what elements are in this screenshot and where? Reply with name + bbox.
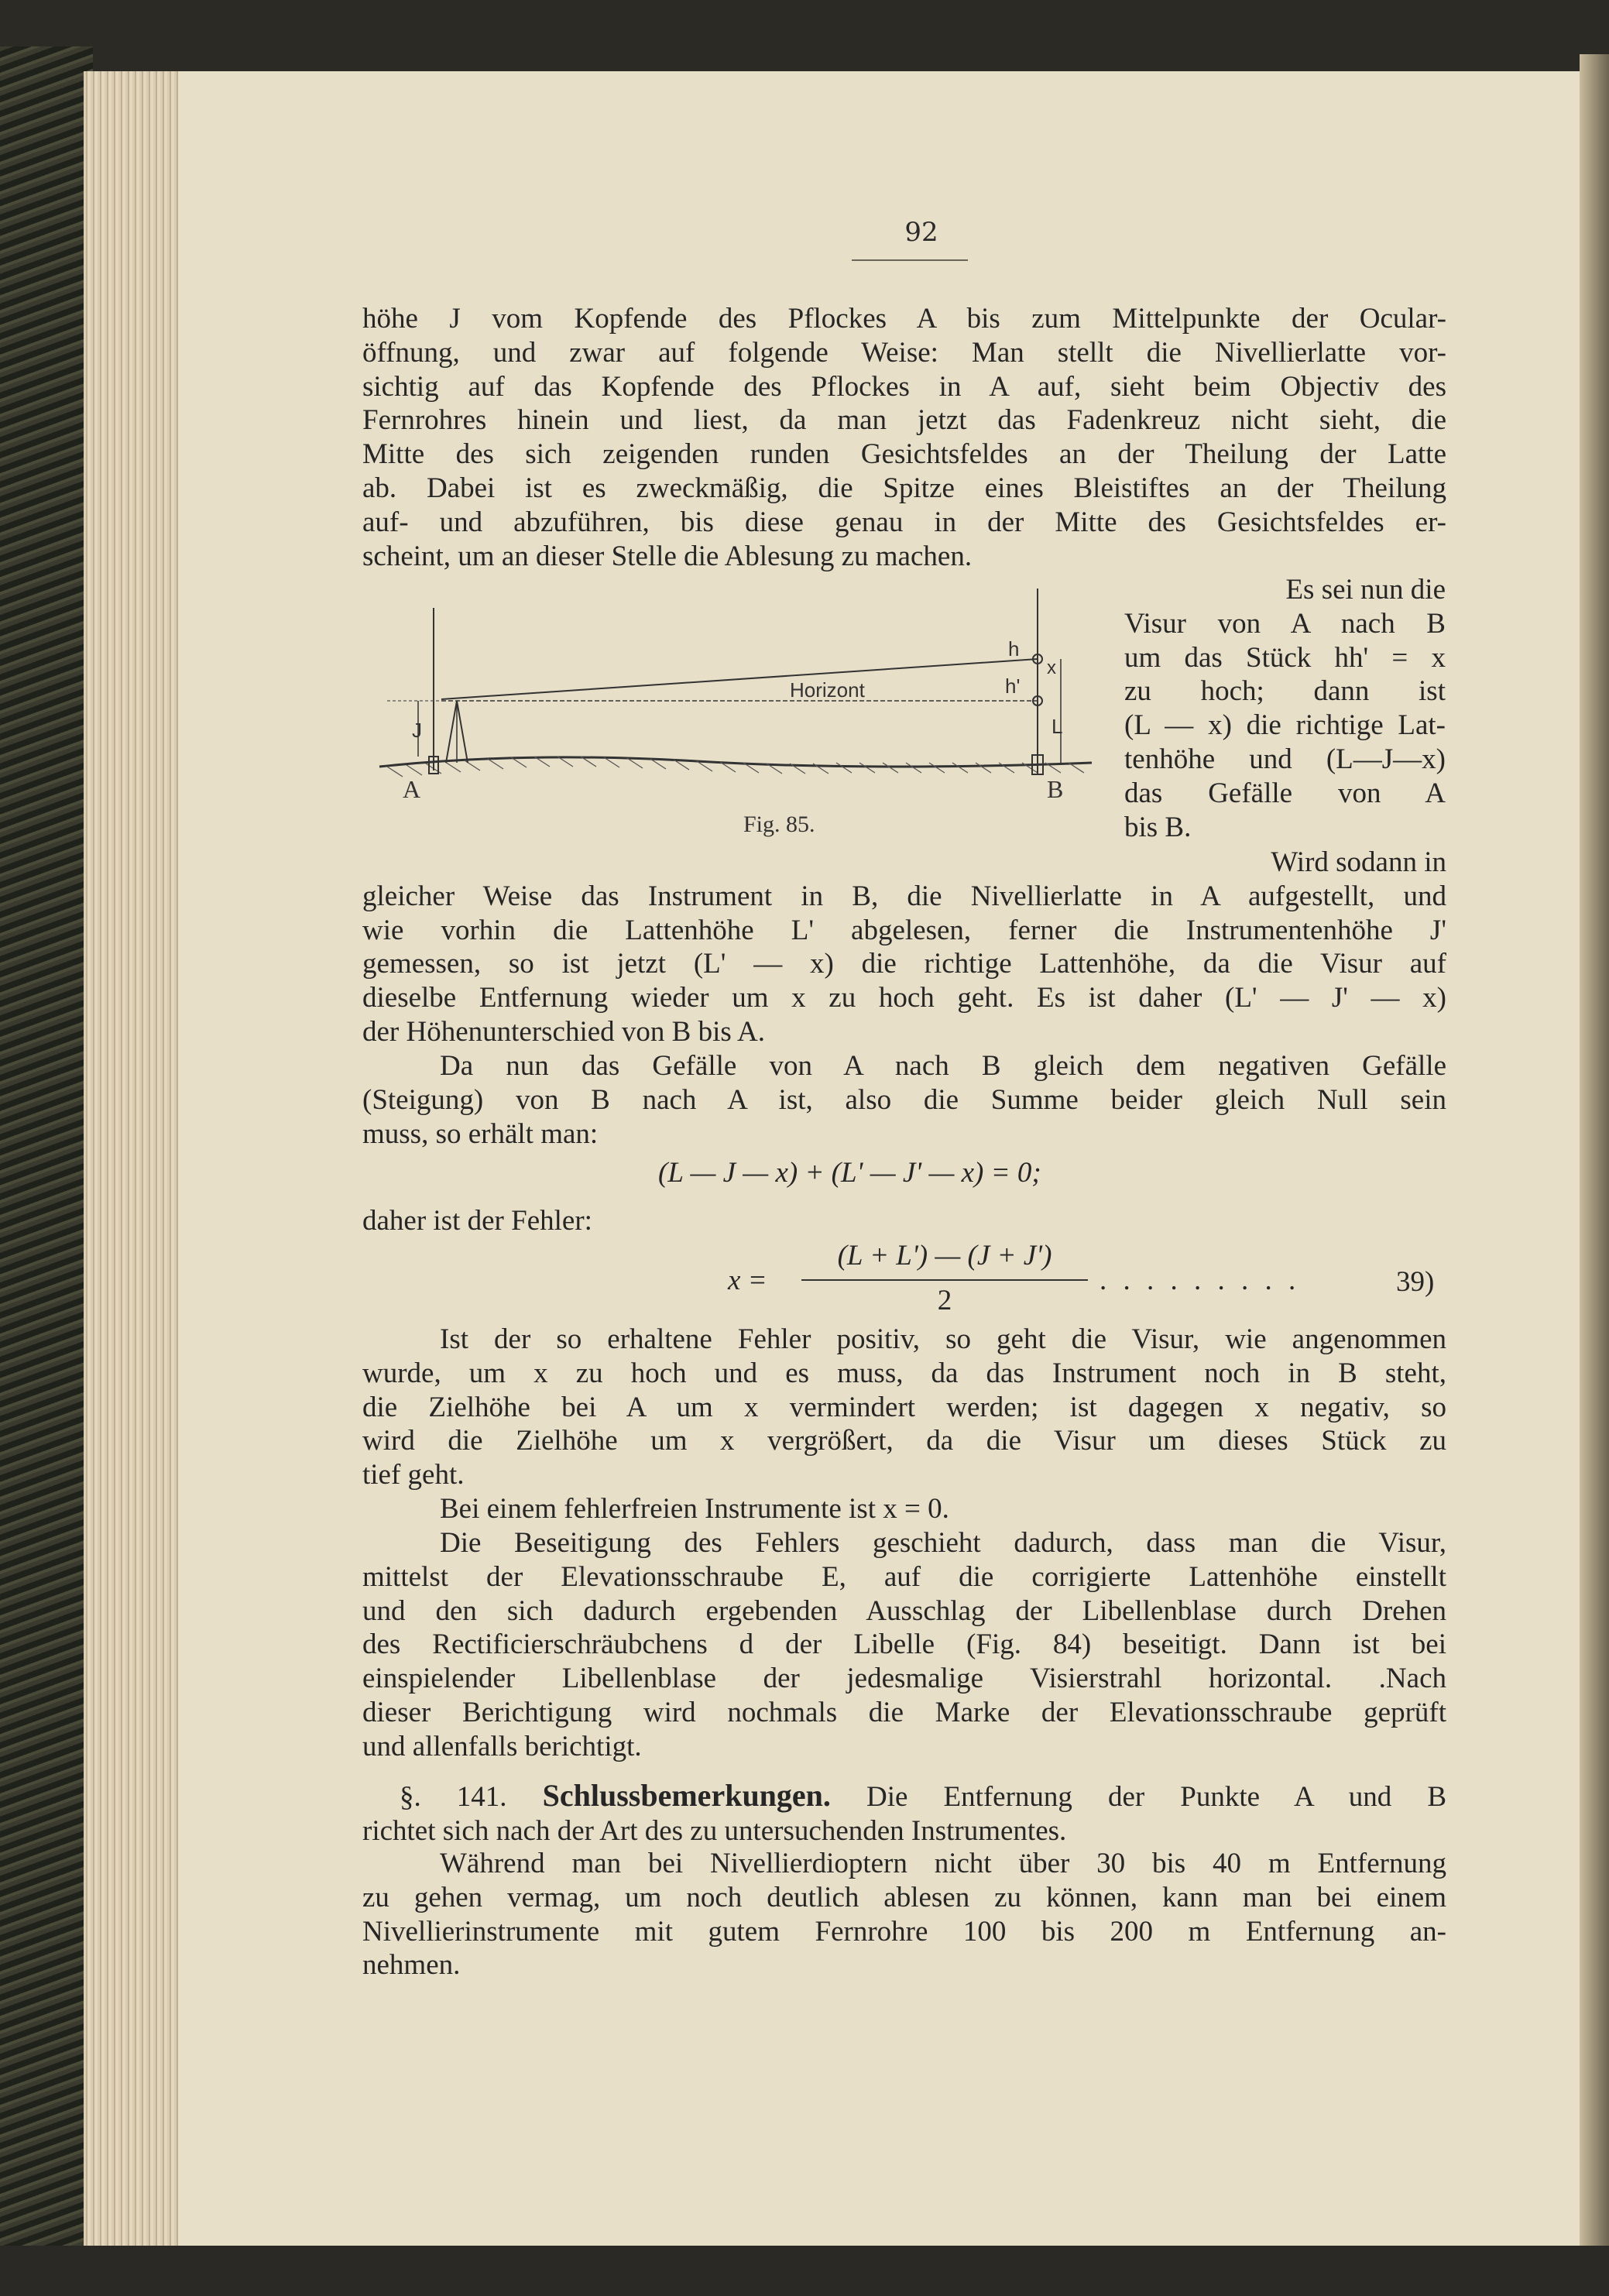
text-line: Nivellierinstrumente mit gutem Fernrohre 100 bis 200 m Entfernung an- — [362, 1915, 1446, 1948]
paragraph-4 — [362, 1323, 1446, 1492]
text-line: bis B. — [1124, 811, 1192, 843]
text-line: richtet sich nach der Art des zu untersuchenden Instrumentes. — [362, 1814, 1067, 1847]
text-line: Fernrohres hinein und liest, da man jetzt das Fadenkreuz nicht sieht, die — [362, 404, 1446, 437]
equation-2-denominator: 2 — [937, 1285, 952, 1316]
text-line: Ist der so erhaltene Fehler positiv, so geht die Visur, wie angenommen — [440, 1323, 1446, 1355]
text-line: öffnung, und zwar auf folgende Weise: Man stellt die Nivellierlatte vor- — [362, 336, 1446, 369]
text-line: Die Beseitigung des Fehlers geschieht dadurch, dass man die Visur, — [440, 1527, 1446, 1559]
text-line: tief geht. — [362, 1459, 465, 1491]
text-line: ab. Dabei ist es zweckmäßig, die Spitze eines Bleistiftes an der Theilung — [362, 472, 1446, 504]
label-x: x — [1047, 657, 1056, 678]
paragraph-7 — [362, 1847, 1446, 1982]
label-h: h — [1008, 637, 1020, 661]
section-number: §. 141. — [400, 1781, 507, 1813]
paragraph-3 — [362, 1049, 1446, 1151]
equation-2-numerator: (L + L') — (J + J') — [837, 1240, 1052, 1272]
text-line: Bei einem fehlerfreien Instrumente ist x = 0. — [440, 1493, 949, 1525]
text-line: wird die Zielhöhe um x vergrößert, da die Visur um dieses Stück zu — [362, 1425, 1446, 1457]
text-line: scheint, um an dieser Stelle die Ablesung zu machen. — [362, 540, 973, 572]
section-heading-line — [362, 1779, 1446, 1814]
text-line: Während man bei Nivellierdioptern nicht über 30 bis 40 m Entfernung — [440, 1848, 1446, 1879]
text-line: zu gehen vermag, um noch deutlich ablesen zu können, kann man bei einem — [362, 1881, 1446, 1913]
paragraph-2 — [362, 846, 1446, 1049]
section-title: Schlussbemerkungen. — [542, 1778, 831, 1813]
text-line: wurde, um x zu hoch und es muss, da das Instrument noch in B steht, — [362, 1357, 1446, 1389]
text-line: mittelst der Elevationsschraube E, auf die corrigierte Lattenhöhe einstellt — [362, 1560, 1446, 1593]
text-line: höhe J vom Kopfende des Pflockes A bis zum Mittelpunkte der Ocular- — [362, 303, 1446, 335]
section-141 — [362, 1779, 1446, 1848]
text-line: daher ist der Fehler: — [362, 1205, 592, 1237]
label-horizont: Horizont — [790, 678, 865, 702]
text-line: Mitte des sich zeigenden runden Gesichtsfeldes an der Theilung der Latte — [362, 438, 1446, 471]
text-line: Es sei nun die — [1285, 574, 1446, 606]
text-line: wie vorhin die Lattenhöhe L' abgelesen, ferner die Instrumentenhöhe J' — [362, 914, 1446, 946]
equation-1: (L — J — x) + (L' — J' — x) = 0; — [658, 1157, 1041, 1189]
text-line: das Gefälle von A — [1124, 777, 1446, 809]
section-line-1: Die Entfernung der Punkte A und B — [866, 1781, 1447, 1813]
paragraph-5 — [362, 1492, 1446, 1526]
text-line: dieser Berichtigung wird nochmals die Marke der Elevationsschraube geprüft — [362, 1696, 1446, 1728]
text-line: um das Stück hh' = x — [1124, 641, 1446, 674]
text-line: und allenfalls berichtigt. — [362, 1730, 642, 1762]
figure-caption: Fig. 85. — [743, 812, 815, 837]
text-line: der Höhenunterschied von B bis A. — [362, 1015, 765, 1048]
paragraph-1 — [362, 302, 1446, 573]
book-cover — [0, 46, 93, 2296]
text-line: des Rectificierschräubchens d der Libelle (Fig. 84) beseitigt. Dann ist bei — [362, 1628, 1446, 1661]
text-line: (Steigung) von B nach A ist, also die Summe beider gleich Null sein — [362, 1083, 1446, 1116]
figure-side-text — [1124, 573, 1446, 844]
equation-2-dots: . . . . . . . . . — [1100, 1265, 1301, 1296]
text-line: die Zielhöhe bei A um x vermindert werden; ist dagegen x negativ, so — [362, 1391, 1446, 1423]
page-number-rule — [852, 259, 968, 261]
text-line: Visur von A nach B — [1124, 607, 1446, 640]
label-B: B — [1047, 775, 1064, 803]
text-line: Da nun das Gefälle von A nach B gleich dem negativen Gefälle — [440, 1050, 1446, 1082]
equation-2-lhs: x = — [728, 1265, 767, 1296]
daher-line — [362, 1204, 1446, 1238]
text-line: nehmen. — [362, 1949, 461, 1982]
fraction-line — [801, 1279, 1088, 1281]
label-h-prime: h' — [1005, 674, 1021, 698]
text-line: einspielender Libellenblase der jedesmalige Visierstrahl horizontal. .Nach — [362, 1663, 1446, 1695]
background — [0, 2246, 1609, 2296]
text-line: tenhöhe und (L—J—x) — [1124, 743, 1446, 775]
text-line: (L — x) die richtige Lat- — [1124, 709, 1446, 742]
text-line: gleicher Weise das Instrument in B, die Nivellierlatte in A aufgestellt, und — [362, 880, 1446, 912]
equation-2-number: 39) — [1396, 1266, 1435, 1298]
label-A: A — [403, 775, 421, 803]
text-line: Wird sodann in — [1271, 846, 1446, 878]
paragraph-6 — [362, 1526, 1446, 1764]
figure-85 — [372, 577, 1115, 809]
label-L: L — [1052, 715, 1063, 738]
text-line: und den sich dadurch ergebenden Ausschlag der Libellenblase durch Drehen — [362, 1594, 1446, 1627]
label-J: J — [412, 719, 422, 742]
page-number: 92 — [904, 217, 938, 248]
text-line: zu hoch; dann ist — [1124, 675, 1446, 708]
text-line: muss, so erhält man: — [362, 1117, 599, 1150]
text-line: auf- und abzuführen, bis diese genau in der Mitte des Gesichtsfeldes er- — [362, 506, 1446, 538]
text-line: dieselbe Entfernung wieder um x zu hoch geht. Es ist daher (L' — J' — x) — [362, 982, 1446, 1014]
text-line: sichtig auf das Kopfende des Pflockes in A auf, sieht beim Objectiv des — [362, 370, 1446, 403]
right-page-edge — [1580, 54, 1609, 2296]
text-line: gemessen, so ist jetzt (L' — x) die richtige Lattenhöhe, da die Visur auf — [362, 948, 1446, 980]
